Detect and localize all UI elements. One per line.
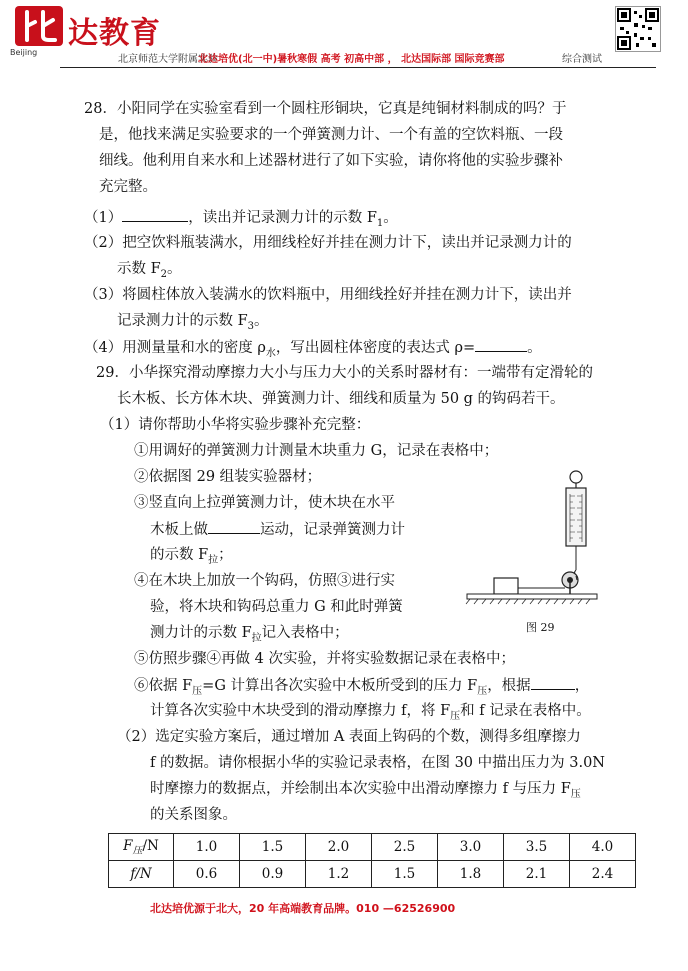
logo-text: 达教育	[68, 16, 161, 51]
header-school: 北京师范大学附属实验	[118, 54, 218, 65]
logo-icon	[15, 6, 63, 46]
answer-blank[interactable]	[208, 519, 260, 534]
q29-intro-line1: 29．小华探究滑动摩擦力大小与压力大小的关系时器材有：一端带有定滑轮的	[96, 365, 593, 381]
table-cell: 1.5	[240, 834, 306, 861]
q29-step5: ⑤仿照步骤④再做 4 次实验，并将实验数据记录在表格中；	[134, 651, 515, 667]
row-header-pressure: $F_压/N$	[109, 834, 174, 861]
answer-blank[interactable]	[122, 207, 188, 222]
q29-step1: ①用调好的弹簧测力计测量木块重力 G，记录在表格中；	[134, 443, 499, 459]
figure-29-diagram	[462, 470, 612, 640]
q29-step3-line1: ③竖直向上拉弹簧测力计，使木块在水平	[134, 495, 395, 511]
q28-step4: （4）用测量量和水的密度 $\rho_水$，写出圆柱体密度的表达式 ρ= 。	[84, 337, 542, 364]
q29-part2-line2: f 的数据。请你根据小华的实验记录表格，在图 30 中描出压力为 3.0N	[150, 755, 605, 771]
q29-part2-line3: 时摩擦力的数据点，并绘制出本次实验中出滑动摩擦力 f 与压力 $F_压$	[150, 781, 581, 800]
table-cell: 1.0	[174, 834, 240, 861]
q28-step2-line1: （2）把空饮料瓶装满水，用细线栓好并挂在测力计下，读出并记录测力计的	[84, 235, 572, 251]
q29-step4-line1: ④在木块上加放一个钩码，仿照③进行实	[134, 573, 395, 589]
table-row	[109, 861, 636, 888]
logo-subtext: Beijing	[10, 48, 38, 57]
table-cell: 2.5	[372, 834, 438, 861]
table-cell: 2.0	[306, 834, 372, 861]
q29-intro-line2: 长木板、长方体木块、弹簧测力计、细线和质量为 50 g 的钩码若干。	[117, 391, 565, 407]
table-cell: 0.6	[174, 861, 240, 888]
table-cell: 1.8	[438, 861, 504, 888]
answer-blank[interactable]	[475, 337, 527, 352]
q29-step3-line3: 的示数 $F_拉$；	[150, 547, 233, 566]
spring-scale-icon	[566, 471, 586, 576]
header-promo: 北达培优(北一中)暑秋寒假 高考 初高中部 ， 北达国际部 国际竞赛部	[198, 54, 505, 65]
q29-part1: （1）请你帮助小华将实验步骤补充完整：	[100, 417, 371, 433]
q28-step1: （1） ，读出并记录测力计的示数 $F_1$。	[84, 207, 398, 234]
figure-29-label: 图 29	[526, 621, 555, 634]
table-row	[109, 834, 636, 861]
q28-step3-line1: （3）将圆柱体放入装满水的饮料瓶中，用细线拴好并挂在测力计下，读出并	[84, 287, 572, 303]
q29-part2-line1: （2）选定实验方案后，通过增加 A 表面上钩码的个数，测得多组摩擦力	[117, 729, 581, 745]
header-divider	[60, 67, 656, 68]
footer-banner: 北达培优源于北大，20 年高端教育品牌。010 —62526900	[150, 902, 456, 915]
q29-step6-line1: ⑥依据 $F_压=G$ 计算出各次实验中木板所受到的压力 $F_压$，根据 ，	[134, 675, 589, 702]
q28-intro-line3: 细线。他利用自来水和上述器材进行了如下实验，请你将他的实验步骤补	[99, 153, 563, 169]
q28-step3-line2: 记录测力计的示数 $F_3$。	[117, 313, 269, 332]
qr-code-icon	[615, 6, 661, 52]
q29-step2: ②依据图 29 组装实验器材；	[134, 469, 322, 485]
header-test: 综合测试	[562, 54, 602, 65]
q28-step2-line2: 示数 $F_2$。	[117, 261, 182, 280]
answer-blank[interactable]	[531, 675, 575, 690]
q29-step4-line3: 测力计的示数 $F_拉$记入表格中；	[150, 625, 349, 644]
table-cell: 1.2	[306, 861, 372, 888]
wood-block	[494, 578, 518, 594]
data-table	[108, 833, 636, 888]
q28-intro-line2: 是，他找来满足实验要求的一个弹簧测力计、一个有盖的空饮料瓶、一段	[99, 127, 563, 143]
q28-intro-line4: 充完整。	[99, 179, 157, 195]
table-cell: 4.0	[570, 834, 636, 861]
q29-step3-line2: 木板上做 运动，记录弹簧测力计	[150, 519, 405, 540]
q29-step4-line2: 验，将木块和钩码总重力 G 和此时弹簧	[150, 599, 403, 615]
q28-intro-line1: 28．小阳同学在实验室看到一个圆柱形铜块，它真是纯铜材料制成的吗？于	[84, 101, 567, 117]
table-cell: 0.9	[240, 861, 306, 888]
table-cell: 2.1	[504, 861, 570, 888]
table-cell: 1.5	[372, 861, 438, 888]
table-cell: 2.4	[570, 861, 636, 888]
q29-part2-line4: 的关系图象。	[150, 807, 237, 823]
table-cell: 3.0	[438, 834, 504, 861]
q29-step6-line2: 计算各次实验中木块受到的滑动摩擦力 f，将 $F_压$和 f 记录在表格中。	[150, 703, 591, 722]
row-header-friction: f/N	[109, 861, 174, 888]
table-cell: 3.5	[504, 834, 570, 861]
pulley-icon	[562, 572, 578, 594]
wood-board	[467, 594, 597, 599]
